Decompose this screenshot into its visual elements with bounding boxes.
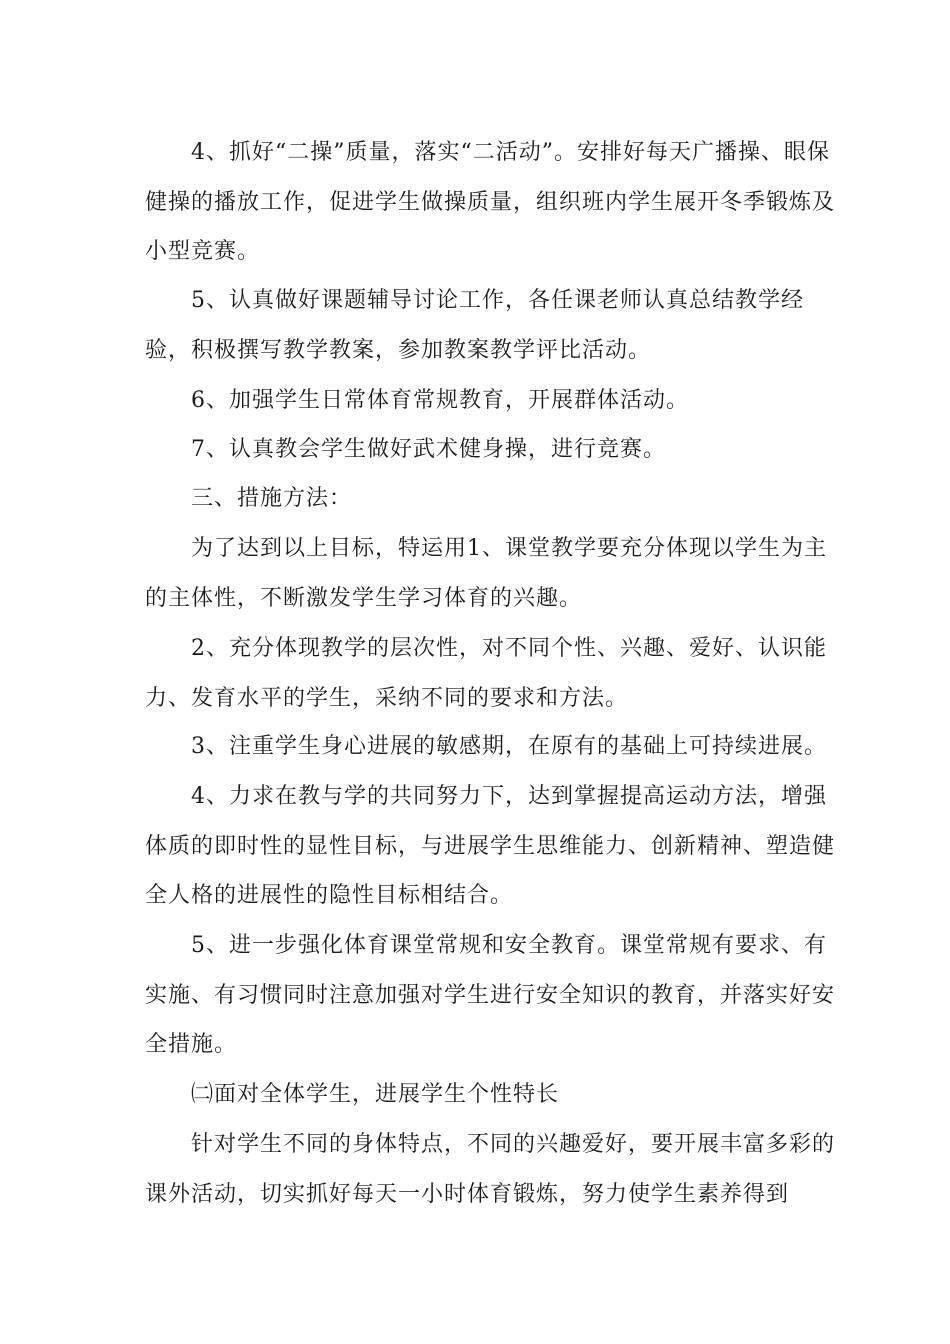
paragraph-6: 2、充分体现教学的层次性，对不同个性、兴趣、爱好、认识能力、发育水平的学生，采纳不同的要求和方法。 xyxy=(145,636,827,711)
paragraph-10: 针对学生不同的身体特点，不同的兴趣爱好，要开展丰富多彩的课外活动，切实抓好每天一小时体育锻炼，努力使学生素养得到 xyxy=(145,1132,836,1207)
section-heading-measures: 三、措施方法： xyxy=(191,486,353,511)
paragraph-3: 6、加强学生日常体育常规教育，开展群体活动。 xyxy=(191,388,689,413)
paragraph-2: 5、认真做好课题辅导讨论工作，各任课老师认真总结教学经验，积极撰写教学教案，参加教案教学评比活动。 xyxy=(145,288,804,363)
paragraph-1: 4、抓好“二操”质量，落实“二活动”。安排好每天广播操、眼保健操的播放工作，促进学生做操质量，组织班内学生展开冬季锻炼及小型竞赛。 xyxy=(145,140,836,264)
paragraph-7: 3、注重学生身心进展的敏感期，在原有的基础上可持续进展。 xyxy=(191,734,827,759)
paragraph-8: 4、力求在教与学的共同努力下，达到掌握提高运动方法，增强体质的即时性的显性目标，与进展学生思维能力、创新精神、塑造健全人格的进展性的隐性目标相结合。 xyxy=(145,784,836,908)
paragraph-4: 7、认真教会学生做好武术健身操，进行竞赛。 xyxy=(191,437,666,462)
paragraph-5: 为了达到以上目标，特运用1、课堂教学要充分体现以学生为主的主体性，不断激发学生学习体育的兴趣。 xyxy=(145,536,827,611)
subsection-heading: ㈡面对全体学生，进展学生个性特长 xyxy=(191,1082,560,1107)
paragraph-9: 5、进一步强化体育课堂常规和安全教育。课堂常规有要求、有实施、有习惯同时注意加强对学生进行安全知识的教育，并落实好安全措施。 xyxy=(145,933,836,1057)
